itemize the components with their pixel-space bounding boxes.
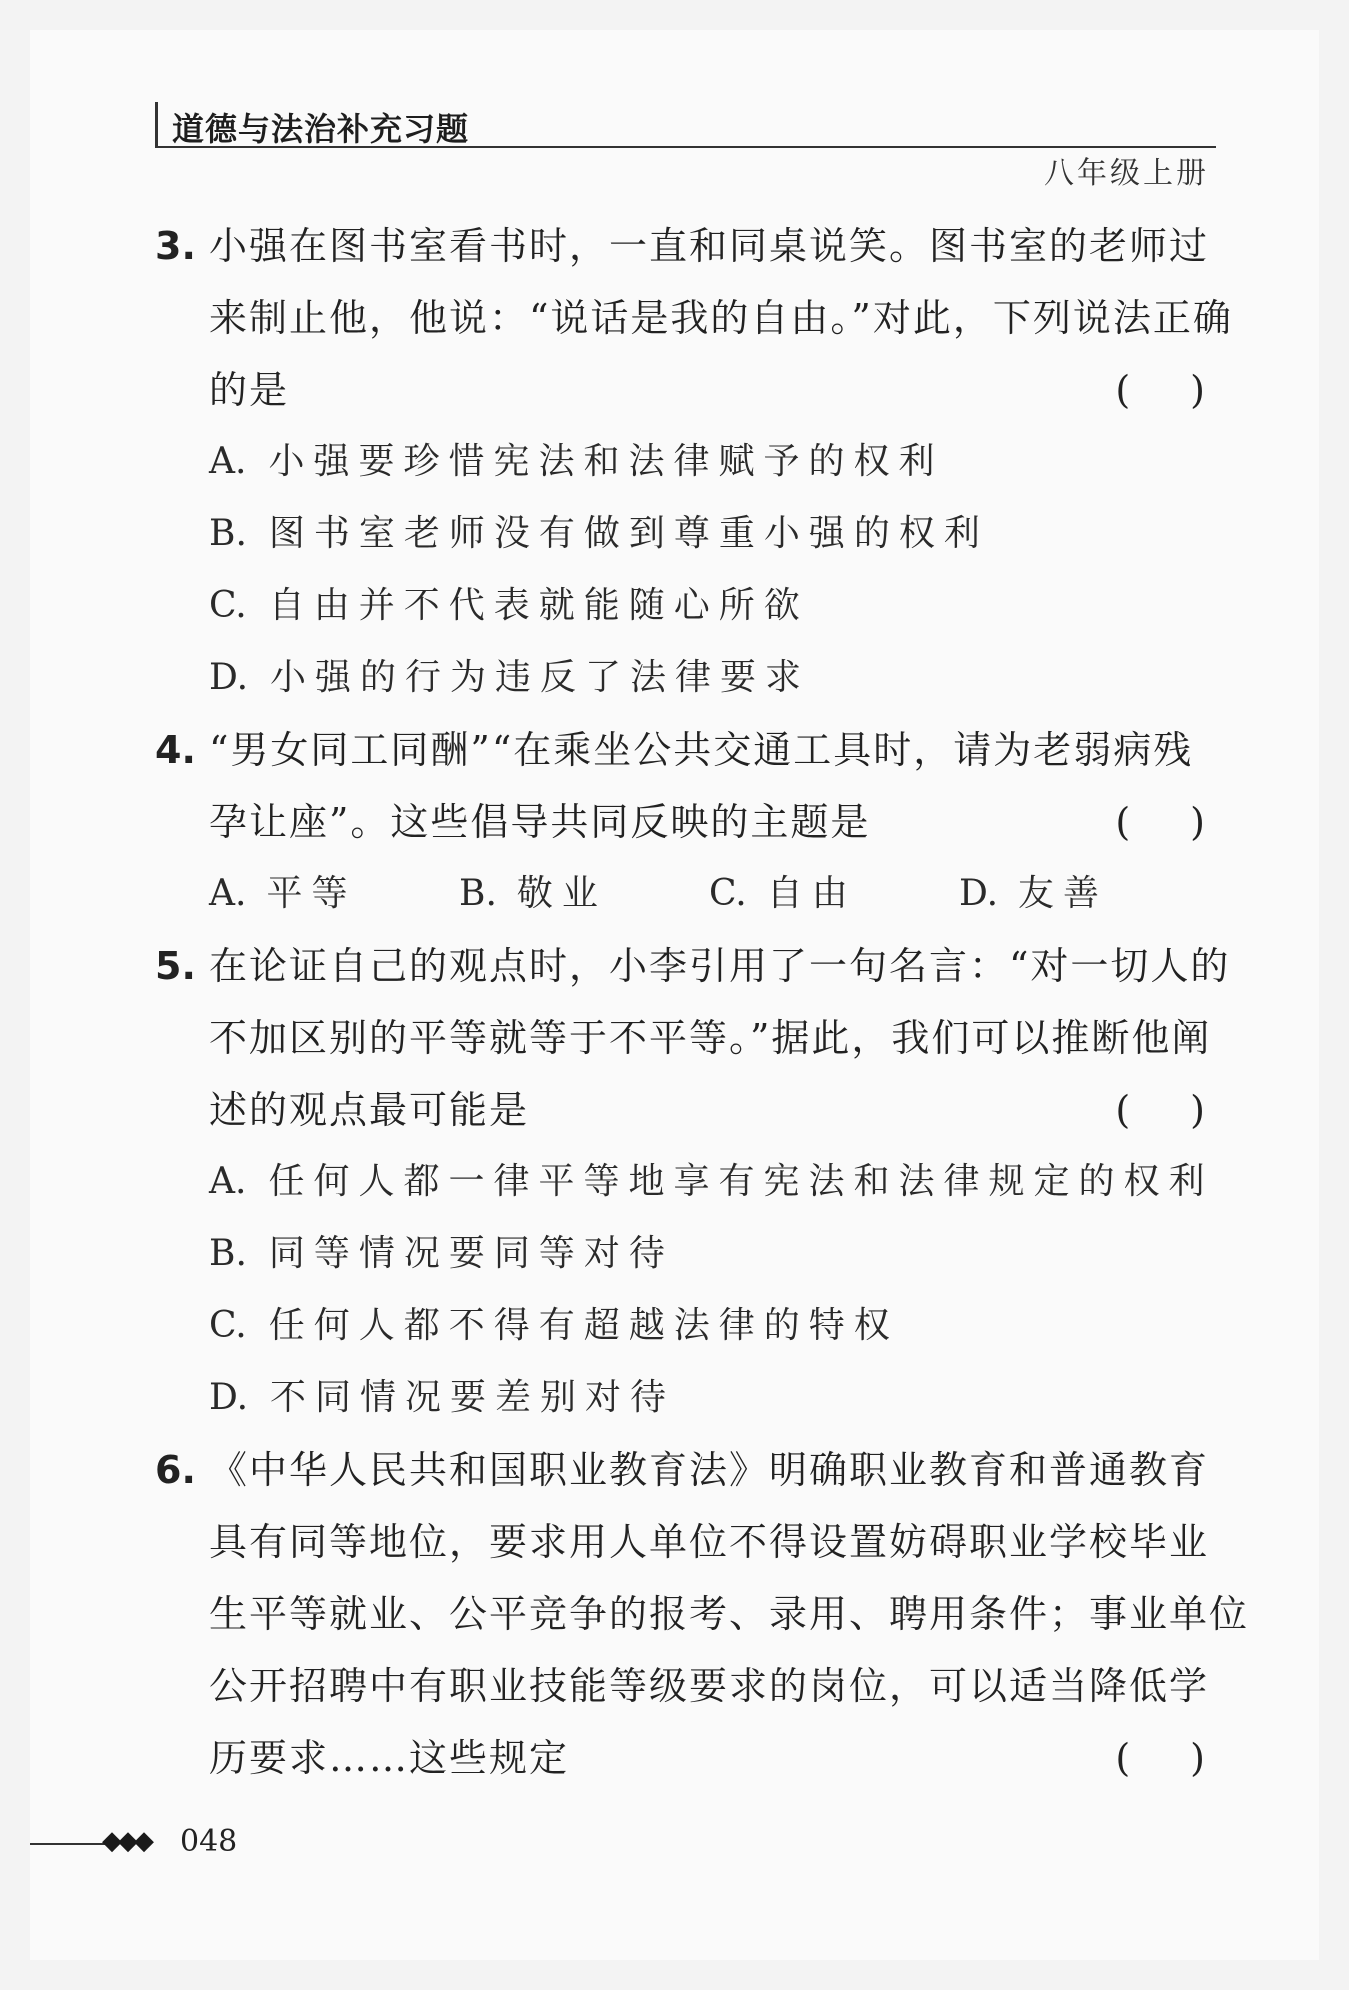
question-text-line: 不加区别的平等就等于不平等。”据此，我们可以推断他阐 [209, 1016, 1212, 1060]
question-number: 4. [155, 728, 196, 772]
option-text: 任何人都不得有超越法律的特权 [268, 1305, 899, 1346]
question-text-line: 具有同等地位，要求用人单位不得设置妨碍职业学校毕业 [209, 1520, 1210, 1564]
question-number: 3. [155, 224, 196, 268]
option-letter: B. [459, 873, 497, 914]
option-letter: C. [709, 873, 747, 914]
question-4 [155, 714, 1265, 930]
page-number: 048 [180, 1824, 238, 1859]
question-text-tail: 述的观点最可能是 [209, 1088, 530, 1132]
page-header [155, 102, 1216, 148]
option-letter: A. [209, 441, 247, 482]
question-list [155, 210, 1265, 1794]
answer-blank[interactable]: () [1115, 800, 1265, 844]
option-letter: A. [209, 1161, 247, 1202]
question-text-line [209, 1074, 1265, 1146]
question-text-tail: 的是 [209, 368, 290, 412]
question-text-line [209, 786, 1265, 858]
option-text: 平等 [266, 873, 357, 914]
diamond-icon: ◆◆◆ [102, 1826, 150, 1856]
option-text: 自由 [766, 873, 857, 914]
answer-blank[interactable]: () [1115, 1736, 1265, 1780]
option-c[interactable] [209, 1290, 1215, 1362]
question-text-line [209, 1722, 1265, 1794]
question-text-line: 在论证自己的观点时，小李引用了一句名言：“对一切人的 [209, 944, 1231, 988]
question-6 [155, 1434, 1265, 1794]
question-number: 6. [155, 1448, 196, 1492]
question-text-line: 生平等就业、公平竞争的报考、录用、聘用条件；事业单位 [209, 1592, 1250, 1636]
option-letter: C. [209, 585, 247, 626]
option-letter: D. [209, 1377, 249, 1418]
option-text: 敬业 [516, 873, 607, 914]
question-text-line: 《中华人民共和国职业教育法》明确职业教育和普通教育 [209, 1448, 1210, 1492]
grade-label: 八年级上册 [1044, 156, 1209, 191]
question-text-line: 公开招聘中有职业技能等级要求的岗位，可以适当降低学 [209, 1664, 1210, 1708]
option-letter: B. [209, 1233, 247, 1274]
question-text-line: “男女同工同酬”“在乘坐公共交通工具时，请为老弱病残 [209, 728, 1194, 772]
question-3 [155, 210, 1265, 714]
option-letter: B. [209, 513, 247, 554]
option-d[interactable] [959, 858, 1209, 930]
option-text: 友善 [1018, 873, 1109, 914]
question-number: 5. [155, 944, 196, 988]
answer-blank[interactable]: () [1115, 368, 1265, 412]
option-row [209, 858, 1215, 930]
option-text: 小强的行为违反了法律要求 [270, 657, 811, 698]
option-b[interactable] [459, 858, 709, 930]
option-b[interactable] [209, 498, 1215, 570]
option-letter: A. [209, 873, 247, 914]
option-d[interactable] [209, 642, 1215, 714]
option-a[interactable] [209, 858, 459, 930]
option-text: 同等情况要同等对待 [268, 1233, 674, 1274]
question-text-tail: 孕让座”。这些倡导共同反映的主题是 [209, 800, 871, 844]
option-a[interactable] [209, 1146, 1215, 1218]
option-letter: D. [959, 873, 999, 914]
question-text-line: 来制止他，他说：“说话是我的自由。”对此，下列说法正确 [209, 296, 1233, 340]
option-letter: C. [209, 1305, 247, 1346]
question-text-line [209, 354, 1265, 426]
option-letter: D. [209, 657, 249, 698]
book-title: 道德与法治补充习题 [172, 110, 470, 148]
option-a[interactable] [209, 426, 1215, 498]
question-text-line: 小强在图书室看书时，一直和同桌说笑。图书室的老师过 [209, 224, 1210, 268]
option-d[interactable] [209, 1362, 1215, 1434]
option-c[interactable] [709, 858, 959, 930]
option-text: 任何人都一律平等地享有宪法和法律规定的权利 [268, 1161, 1214, 1202]
option-text: 自由并不代表就能随心所欲 [268, 585, 809, 626]
option-text: 小强要珍惜宪法和法律赋予的权利 [268, 441, 944, 482]
option-b[interactable] [209, 1218, 1215, 1290]
option-text: 图书室老师没有做到尊重小强的权利 [268, 513, 989, 554]
question-text-tail: 历要求……这些规定 [209, 1736, 570, 1780]
option-c[interactable] [209, 570, 1215, 642]
answer-blank[interactable]: () [1115, 1088, 1265, 1132]
option-text: 不同情况要差别对待 [270, 1377, 676, 1418]
question-5 [155, 930, 1265, 1434]
